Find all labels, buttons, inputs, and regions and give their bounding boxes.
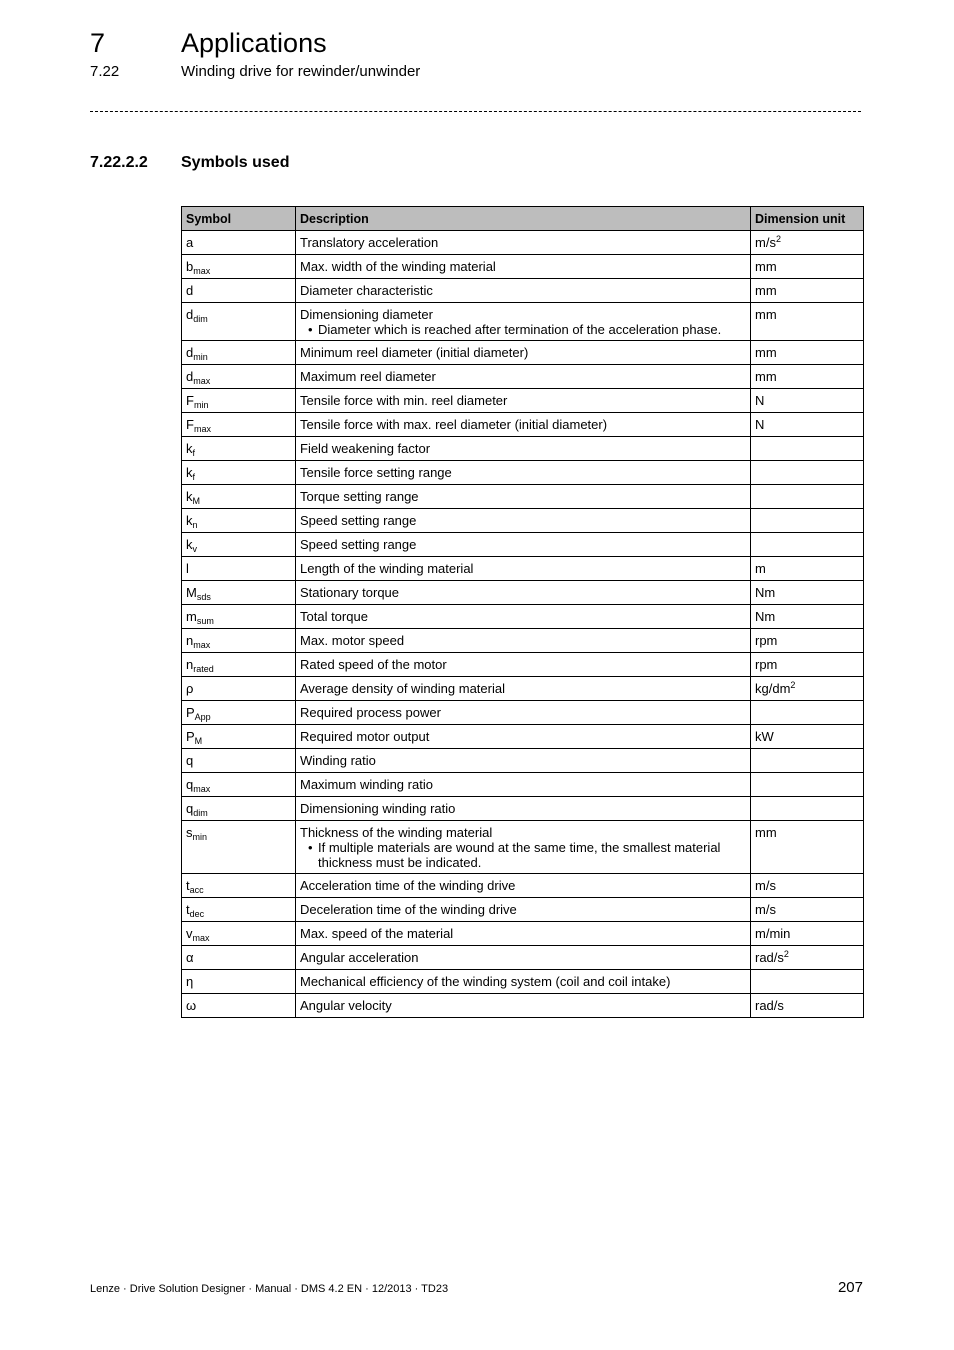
symbol-subscript: dec [189,909,205,919]
unit-cell [751,437,864,461]
description-text: Average density of winding material [300,681,505,696]
symbol-cell [182,701,296,725]
symbol-cell [182,485,296,509]
description-cell [296,605,751,629]
description-text: Rated speed of the motor [300,657,447,672]
unit-cell [751,557,864,581]
symbol-cell [182,922,296,946]
description-cell [296,725,751,749]
symbol-base: M [186,585,197,600]
symbol-subscript: f [192,472,196,482]
bullet-text: If multiple materials are wound at the same time, the smallest material thickness must be indicated. [318,840,721,870]
symbol-cell [182,970,296,994]
description-cell [296,303,751,341]
description-cell [296,898,751,922]
symbol-cell [182,509,296,533]
symbol-base: l [186,561,189,576]
description-text: Tensile force with max. reel diameter (initial diameter) [300,417,608,432]
symbol-cell [182,725,296,749]
section-number: 7.22 [90,63,120,80]
unit-text: rad/s [755,950,784,965]
symbol-cell [182,461,296,485]
symbol-subscript: sds [196,592,211,602]
symbol-cell [182,629,296,653]
symbol-base: α [186,950,194,965]
table-row [182,629,864,653]
symbol-subscript: max [193,266,211,276]
symbol-base: q [186,801,194,816]
symbol-base: t [186,902,190,917]
table-row [182,303,864,341]
description-cell [296,389,751,413]
symbol-base: q [186,777,194,792]
description-text: Maximum winding ratio [300,777,433,792]
symbol-subscript: max [193,640,211,650]
symbol-subscript: n [192,520,198,530]
unit-text: m [755,561,766,576]
unit-text: m/min [755,926,791,941]
symbol-cell [182,231,296,255]
unit-text: m/s [755,235,776,250]
table-row [182,255,864,279]
symbol-cell [182,874,296,898]
table-row [182,485,864,509]
table-row [182,557,864,581]
symbol-cell [182,437,296,461]
symbol-subscript: dim [193,808,208,818]
symbol-subscript: max [193,376,211,386]
symbol-cell [182,365,296,389]
description-cell [296,749,751,773]
symbol-cell [182,653,296,677]
symbol-subscript: App [194,712,211,722]
description-text: Speed setting range [300,537,417,552]
symbol-cell [182,413,296,437]
symbol-cell [182,279,296,303]
symbol-subscript: max [193,424,211,434]
description-text: Winding ratio [300,753,376,768]
symbol-base: n [186,657,194,672]
unit-text: mm [755,345,777,360]
symbol-subscript: dim [193,314,208,324]
symbol-base: n [186,633,194,648]
unit-cell [751,231,864,255]
table-row [182,773,864,797]
table-row [182,341,864,365]
symbol-base: d [186,369,194,384]
table-row [182,797,864,821]
description-cell [296,413,751,437]
description-text: Angular velocity [300,998,392,1013]
description-text: Translatory acceleration [300,235,439,250]
description-cell [296,485,751,509]
table-row [182,605,864,629]
description-text: Required motor output [300,729,430,744]
symbol-cell [182,581,296,605]
unit-cell [751,255,864,279]
column-header-unit: Dimension unit [751,207,864,231]
description-cell [296,701,751,725]
unit-text: mm [755,825,777,840]
symbol-cell [182,946,296,970]
table-row [182,437,864,461]
table-row [182,701,864,725]
unit-superscript: 2 [790,680,796,690]
description-cell [296,365,751,389]
table-row [182,946,864,970]
symbol-subscript: acc [189,885,204,895]
symbol-subscript: min [193,352,208,362]
unit-cell [751,653,864,677]
unit-text: mm [755,259,777,274]
symbol-subscript: f [192,448,196,458]
table-row [182,874,864,898]
symbol-subscript: min [192,832,208,842]
unit-cell [751,874,864,898]
description-cell [296,970,751,994]
unit-cell [751,773,864,797]
symbol-base: d [186,283,194,298]
description-cell [296,509,751,533]
table-header-row [182,207,864,231]
unit-cell [751,725,864,749]
description-cell [296,279,751,303]
symbol-base: d [186,345,194,360]
table-row [182,413,864,437]
description-bullet [300,322,746,337]
unit-superscript: 2 [783,949,789,959]
table-row [182,533,864,557]
description-text: Mechanical efficiency of the winding system (coil and coil intake) [300,974,671,989]
table-row [182,994,864,1018]
description-text: Acceleration time of the winding drive [300,878,516,893]
unit-text: mm [755,307,777,322]
description-cell [296,677,751,701]
symbol-cell [182,557,296,581]
unit-cell [751,797,864,821]
unit-cell [751,970,864,994]
unit-cell [751,946,864,970]
column-header-symbol: Symbol [182,207,296,231]
unit-text: m/s [755,902,776,917]
table-row [182,749,864,773]
description-cell [296,629,751,653]
unit-cell [751,581,864,605]
description-cell [296,797,751,821]
unit-cell [751,629,864,653]
symbol-cell [182,389,296,413]
table-row [182,389,864,413]
bullet-icon: • [308,322,313,337]
table-row [182,231,864,255]
chapter-number: 7 [90,28,106,58]
chapter-title: Applications [181,28,327,58]
symbol-base: F [186,417,194,432]
unit-text: kg/dm [755,681,791,696]
description-cell [296,581,751,605]
symbol-subscript: sum [196,616,214,626]
symbol-base: P [186,729,195,744]
unit-cell [751,341,864,365]
symbol-subscript: min [193,400,209,410]
unit-text: rpm [755,633,778,648]
table-row [182,279,864,303]
unit-cell [751,898,864,922]
description-cell [296,874,751,898]
symbol-subscript: M [192,496,200,506]
symbol-base: k [186,465,193,480]
table-row [182,821,864,874]
table-row [182,725,864,749]
description-text: Minimum reel diameter (initial diameter) [300,345,529,360]
symbol-base: d [186,307,194,322]
description-cell [296,773,751,797]
symbol-base: a [186,235,194,250]
table-row [182,365,864,389]
column-header-description: Description [296,207,751,231]
page-number: 207 [837,1279,863,1296]
description-cell [296,653,751,677]
description-text: Dimensioning diameter [300,307,433,322]
unit-cell [751,994,864,1018]
symbol-base: v [186,926,193,941]
unit-cell [751,485,864,509]
description-cell [296,994,751,1018]
unit-cell [751,922,864,946]
unit-text: Nm [755,609,776,624]
unit-text: mm [755,283,777,298]
subsection-title: Symbols used [181,154,290,171]
unit-text: rad/s [755,998,784,1013]
description-text: Max. width of the winding material [300,259,496,274]
bullet-text: Diameter which is reached after termination of the acceleration phase. [318,322,722,337]
table-row [182,461,864,485]
unit-cell [751,509,864,533]
symbol-base: m [186,609,197,624]
unit-cell [751,303,864,341]
symbol-subscript: max [193,784,211,794]
symbol-base: b [186,259,194,274]
table-row [182,922,864,946]
description-cell [296,255,751,279]
description-bullet [300,840,746,870]
description-cell [296,231,751,255]
unit-cell [751,365,864,389]
unit-cell [751,605,864,629]
description-text: Tensile force with min. reel diameter [300,393,508,408]
header-divider [90,111,861,112]
description-cell [296,821,751,874]
description-text: Thickness of the winding material [300,825,493,840]
symbol-subscript: rated [193,664,214,674]
unit-cell [751,533,864,557]
symbol-base: k [186,513,193,528]
unit-cell [751,749,864,773]
symbol-cell [182,773,296,797]
symbol-cell [182,677,296,701]
description-text: Required process power [300,705,441,720]
description-text: Speed setting range [300,513,417,528]
symbol-base: t [186,878,190,893]
description-text: Max. speed of the material [300,926,454,941]
unit-superscript: 2 [775,234,781,244]
description-cell [296,461,751,485]
section-title: Winding drive for rewinder/unwinder [181,63,421,80]
symbol-cell [182,994,296,1018]
table-row [182,970,864,994]
subsection-number: 7.22.2.2 [90,154,148,171]
description-text: Angular acceleration [300,950,419,965]
symbol-cell [182,341,296,365]
unit-text: N [755,417,765,432]
symbol-subscript: max [192,933,210,943]
symbol-base: ρ [186,681,194,696]
symbol-base: F [186,393,194,408]
unit-text: m/s [755,878,776,893]
symbols-table [181,206,864,1018]
unit-cell [751,279,864,303]
description-cell [296,557,751,581]
symbol-base: η [186,974,194,989]
symbol-subscript: v [192,544,197,554]
unit-cell [751,461,864,485]
description-cell [296,341,751,365]
description-cell [296,437,751,461]
unit-text: Nm [755,585,776,600]
description-text: Stationary torque [300,585,400,600]
footer-text: Lenze · Drive Solution Designer · Manual · DMS 4.2 EN · 12/2013 · TD23 [90,1283,449,1295]
description-text: Field weakening factor [300,441,431,456]
symbol-cell [182,533,296,557]
table-body [182,231,864,1018]
unit-cell [751,413,864,437]
description-text: Max. motor speed [300,633,405,648]
symbol-base: P [186,705,195,720]
description-text: Torque setting range [300,489,419,504]
unit-cell [751,821,864,874]
symbol-cell [182,898,296,922]
symbol-base: k [186,441,193,456]
unit-text: mm [755,369,777,384]
symbol-cell [182,797,296,821]
symbol-base: ω [186,998,197,1013]
description-text: Tensile force setting range [300,465,452,480]
description-text: Dimensioning winding ratio [300,801,456,816]
description-cell [296,533,751,557]
unit-cell [751,389,864,413]
description-cell [296,946,751,970]
symbol-cell [182,749,296,773]
symbol-cell [182,821,296,874]
description-text: Length of the winding material [300,561,474,576]
table-row [182,581,864,605]
symbol-base: k [186,537,193,552]
symbol-subscript: M [194,736,203,746]
description-cell [296,922,751,946]
description-text: Diameter characteristic [300,283,433,298]
unit-text: N [755,393,765,408]
description-text: Maximum reel diameter [300,369,436,384]
unit-cell [751,701,864,725]
symbol-cell [182,255,296,279]
table-row [182,653,864,677]
table-row [182,677,864,701]
symbol-cell [182,605,296,629]
unit-cell [751,677,864,701]
table-row [182,509,864,533]
symbol-base: k [186,489,193,504]
description-text: Total torque [300,609,368,624]
table-row [182,898,864,922]
symbol-base: s [186,825,193,840]
description-text: Deceleration time of the winding drive [300,902,517,917]
unit-text: kW [755,729,774,744]
bullet-icon: • [308,840,313,855]
unit-text: rpm [755,657,778,672]
symbol-base: q [186,753,194,768]
symbol-cell [182,303,296,341]
